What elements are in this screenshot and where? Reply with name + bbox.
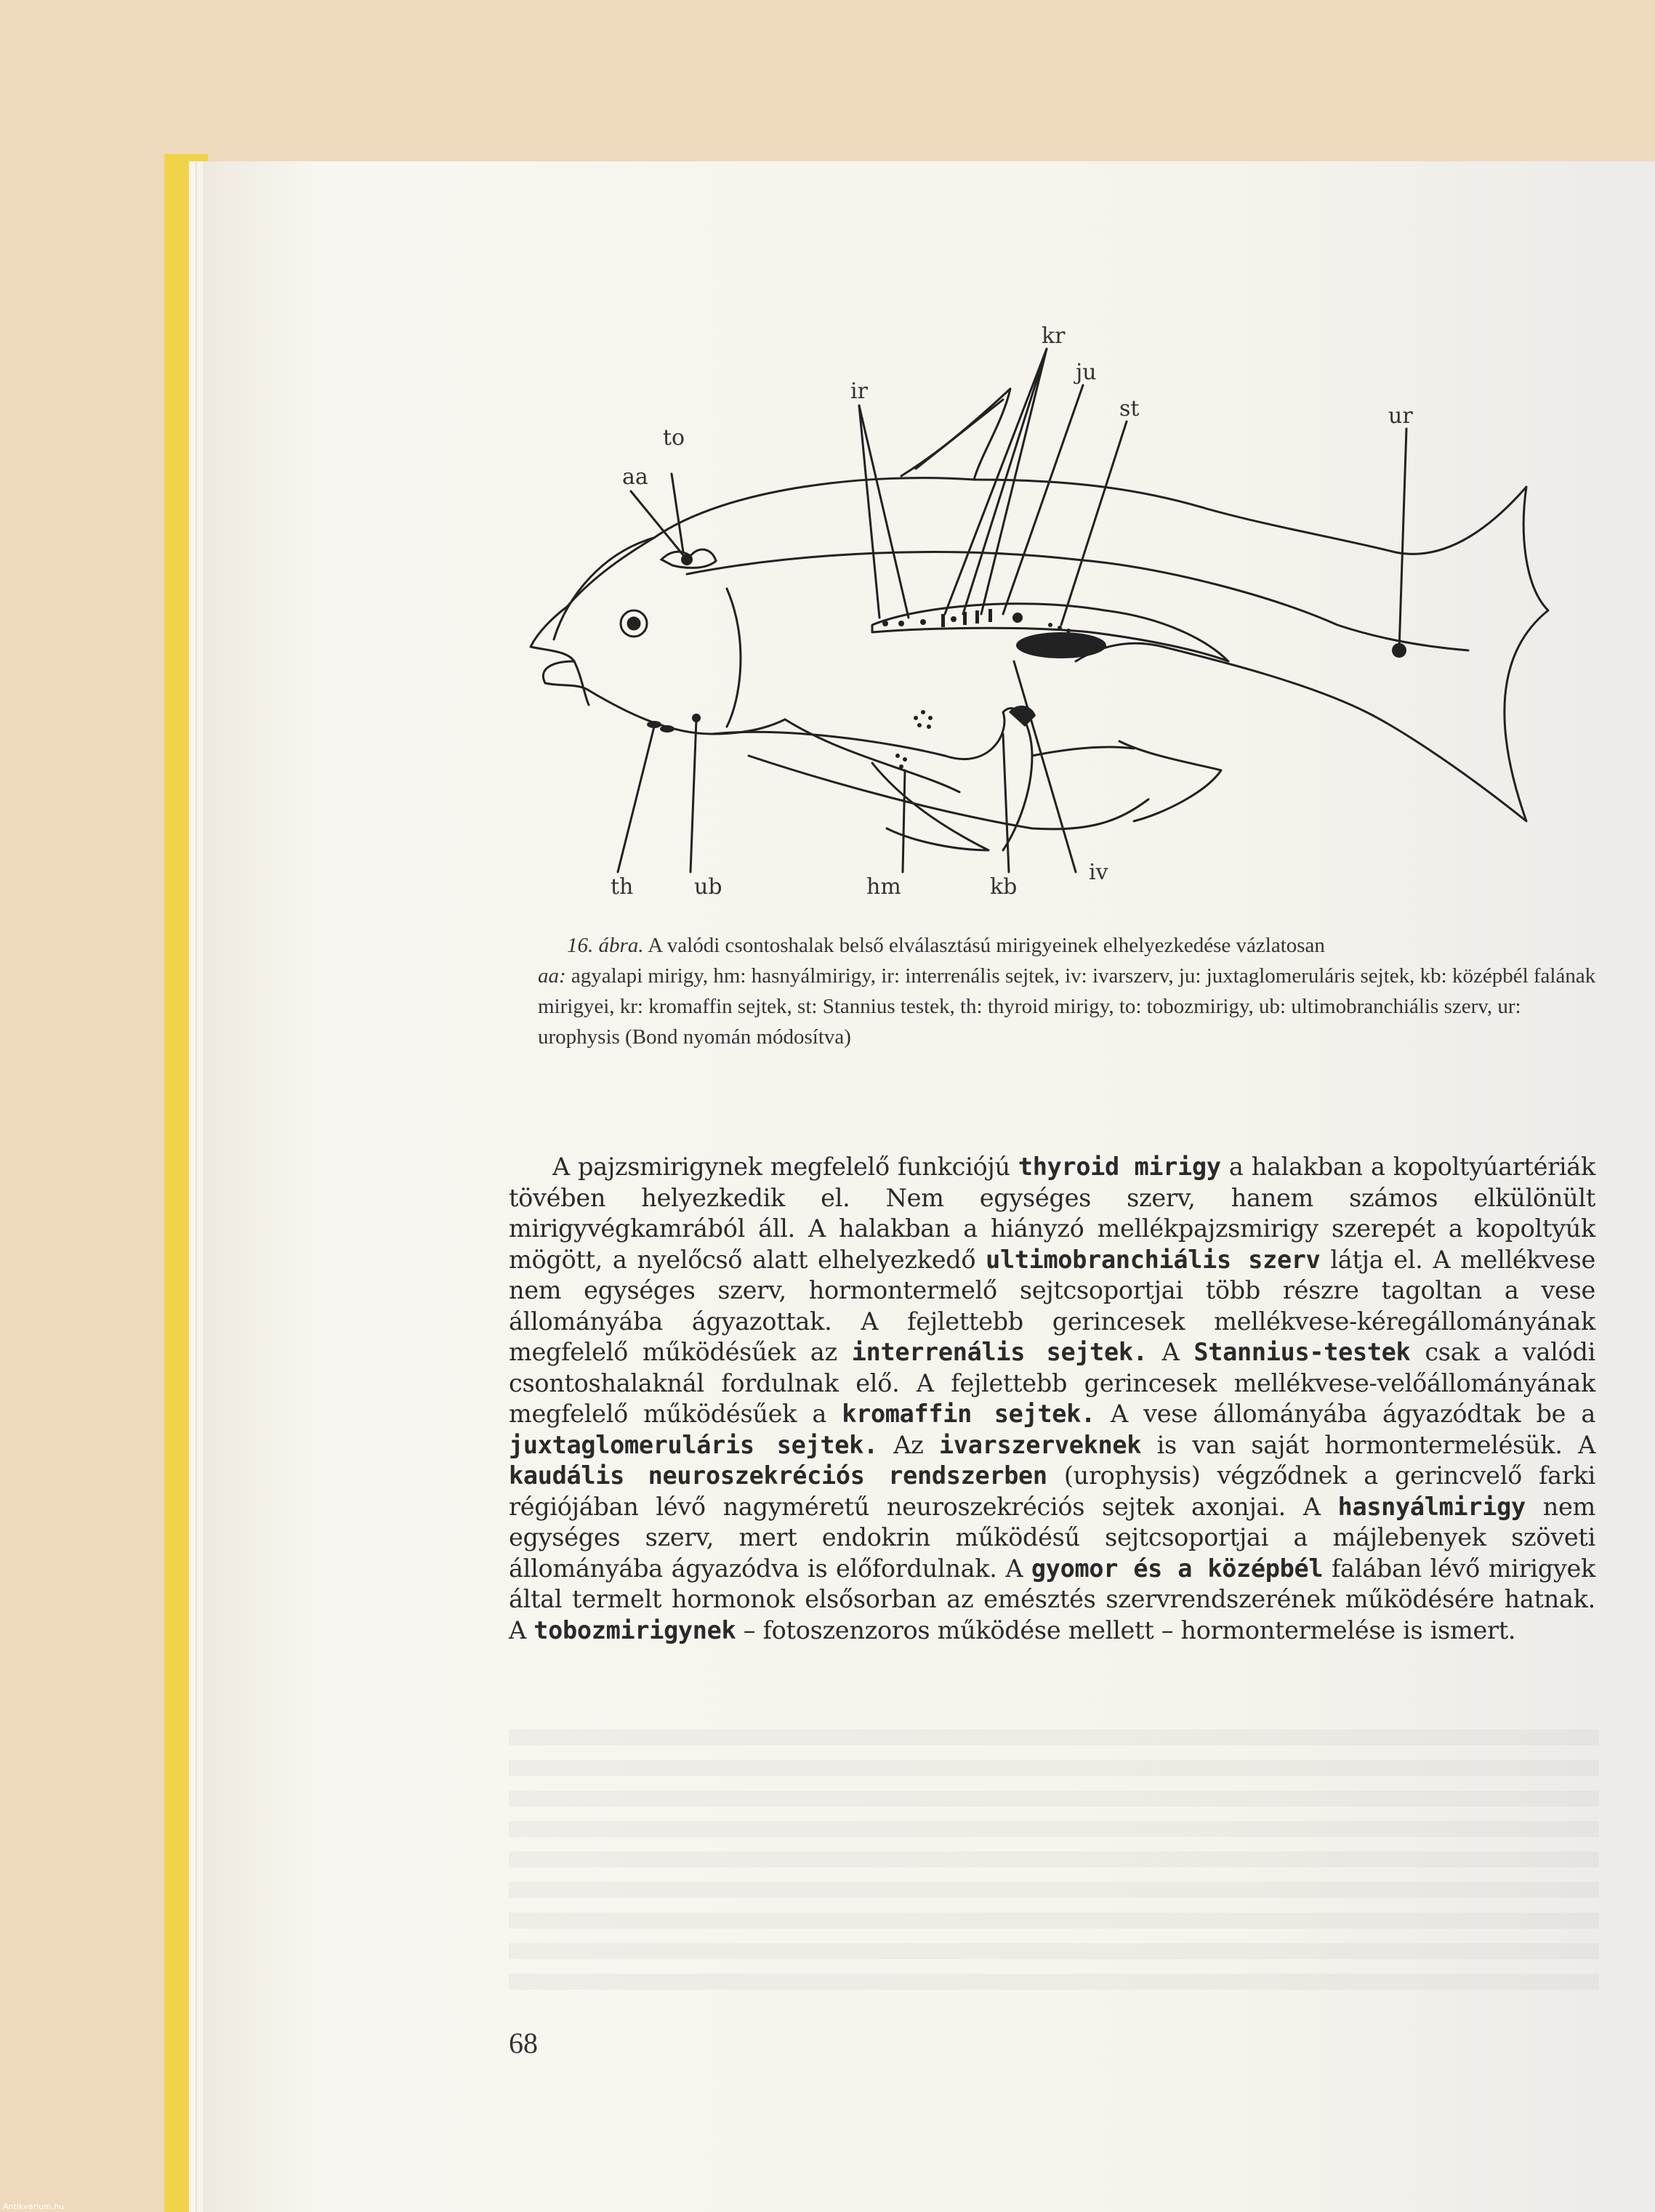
text-run: (urophysis) végződnek a gerincvelő farki régiójában lévő nagyméretű neuroszekréciós sejtek axonjai. A	[509, 1461, 1595, 1521]
label-to: to	[663, 425, 685, 451]
text-run: a halakban a kopoltyúartériák tövében helyezkedik el. Nem egységes szerv, hanem számos elkülönült mirigyvégkamrából áll. A halakban a hiányzó mellékpajzsmirigy szerepét a kopoltyúk mögött, a nyelőcső alatt elhelyezkedő	[509, 1153, 1595, 1274]
text-run: nem egységes szerv, mert endokrin működésű sejtcsoportjai a májlebenyek szöveti állományába ágyazódva is előfordulnak. A	[509, 1492, 1595, 1583]
text-run: falában lévő mirigyek által termelt hormonok elsősorban az emésztés szervrendszerének működésére hatnak. A	[509, 1554, 1596, 1644]
bold-term: interrenális sejtek.	[851, 1338, 1148, 1366]
caption-title: 16. ábra. A valódi csontoshalak belső elválasztású mirigyeinek elhelyezkedése vázlatosan	[567, 934, 1325, 957]
fish-head	[531, 538, 654, 690]
body-paragraph	[509, 1152, 1595, 1646]
figure-caption	[538, 930, 1599, 1052]
body-text	[509, 1152, 1595, 1646]
label-ur: ur	[1388, 403, 1413, 429]
label-aa: aa	[622, 464, 648, 490]
show-through-text	[509, 1729, 1599, 1991]
page-number: 68	[509, 2027, 538, 2059]
bold-term: ultimobranchiális szerv	[986, 1245, 1321, 1274]
bold-term: juxtaglomeruláris sejtek.	[509, 1430, 878, 1459]
bold-term: Stannius-testek	[1193, 1338, 1411, 1366]
text-run: is van saját hormontermelésük. A	[1141, 1430, 1595, 1459]
label-th: th	[611, 874, 634, 900]
bold-term: ivarszerveknek	[938, 1430, 1142, 1459]
text-run: A	[1147, 1338, 1194, 1366]
caption-legend: aa: agyalapi mirigy, hm: hasnyálmirigy, ir: interrenális sejtek, iv: ivarszerv, ju: juxtaglomeruláris sejtek, kb: középbél falának mirigyei, kr: kromaffin sejtek, st: Stannius testek, th: thyroid mirigy, to: tobozmirigy, ub: ultimobranchiális szerv, ur: urophysis (Bond nyomán módosítva)	[538, 964, 1596, 1049]
bold-term: thyroid mirigy	[1018, 1153, 1221, 1181]
text-run: csak a valódi csontoshalaknál fordulnak elő. A fejlettebb gerincesek mellékvese-velőállományának megfelelő működésűek a	[509, 1338, 1595, 1428]
label-ir: ir	[850, 379, 868, 404]
text-run: Az	[877, 1430, 939, 1459]
watermark: Antikvarium.hu	[3, 2202, 65, 2211]
label-ju: ju	[1076, 360, 1097, 385]
urophysis-dot	[1392, 643, 1406, 658]
label-ub: ub	[694, 874, 722, 900]
text-run: – fotoszenzoros működése mellett – hormontermelése is ismert.	[736, 1615, 1516, 1644]
label-kr: kr	[1042, 323, 1066, 349]
fish-endocrine-diagram	[509, 320, 1606, 916]
bold-term: kromaffin sejtek.	[842, 1400, 1095, 1428]
bold-term: gyomor és a középbél	[1031, 1554, 1324, 1583]
text-run: látja el. A mellékvese nem egységes szerv, hormontermelő sejtcsoportjai több részre tagoltan a vese állományába ágyazottak. A fejlettebb gerincesek mellékvese-kéregállományának megfelelő működésűek az	[509, 1245, 1595, 1366]
operculum	[727, 589, 741, 727]
text-run: A vese állományába ágyazódtak be a	[1095, 1400, 1595, 1428]
label-hm: hm	[866, 874, 901, 900]
label-kb: kb	[990, 874, 1018, 900]
label-st: st	[1119, 396, 1140, 421]
bold-term: tobozmirigynek	[533, 1615, 736, 1644]
bold-term: kaudális neuroszekréciós rendszerben	[509, 1461, 1047, 1490]
label-iv: iv	[1089, 860, 1108, 885]
gonad-black-mass	[1016, 632, 1106, 658]
bold-term: hasnyálmirigy	[1337, 1492, 1526, 1521]
text-run: A pajzsmirigynek megfelelő funkciójú	[552, 1153, 1018, 1181]
